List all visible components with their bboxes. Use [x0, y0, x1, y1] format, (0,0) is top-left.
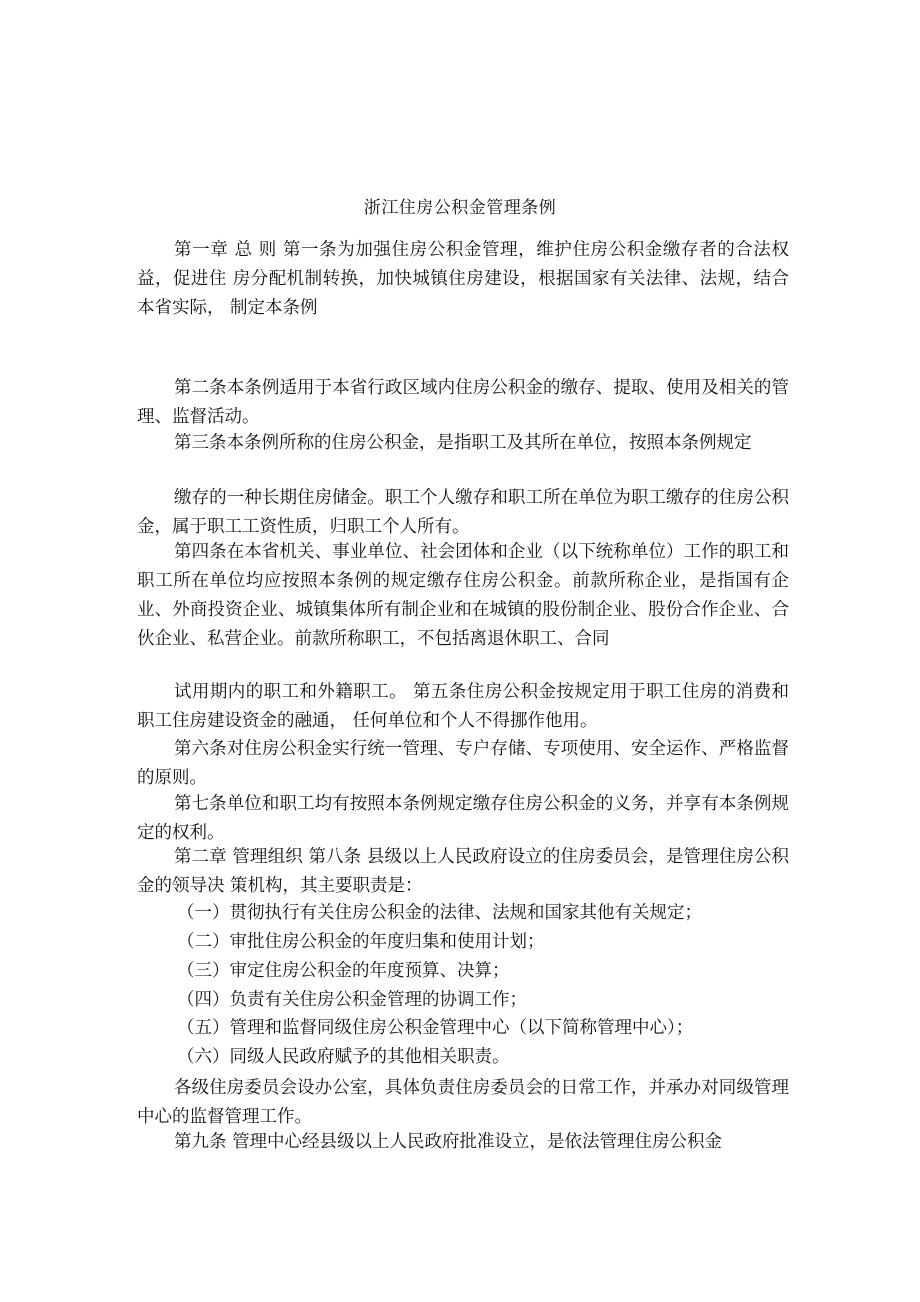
paragraph-article-6: 第六条对住房公积金实行统一管理、专户存储、专项使用、安全运作、严格监督的原则。: [137, 739, 789, 788]
list-item: （五）管理和监督同级住房公积金管理中心（以下简称管理中心）；: [177, 1018, 694, 1038]
paragraph-housing-committee-office: 各级住房委员会设办公室，具体负责住房委员会的日常工作，并承办对同级管理中心的监督管理工作。: [137, 1078, 789, 1127]
paragraph-article-4: 第四条在本省机关、事业单位、社会团体和企业（以下统称单位）工作的职工和职工所在单位均应按照本条例的规定缴存住房公积金。前款所称企业，是指国有企业、外商投资企业、城镇集体所有制企业和在城镇的股份制企业、股份合作企业、合伙企业、私营企业。前款所称职工，不包括离退休职工、合同: [137, 542, 789, 649]
document-title: 浙江住房公积金管理条例: [363, 198, 557, 218]
paragraph-article-4-continued-article-5: 试用期内的职工和外籍职工。 第五条住房公积金按规定用于职工住房的消费和职工住房建设资金的融通， 任何单位和个人不得挪作他用。: [137, 682, 789, 731]
list-item: （四）负责有关住房公积金管理的协调工作；: [177, 990, 527, 1010]
paragraph-article-9: 第九条 管理中心经县级以上人民政府批准设立，是依法管理住房公积金: [174, 1132, 723, 1152]
paragraph-article-7: 第七条单位和职工均有按照本条例规定缴存住房公积金的义务，并享有本条例规定的权利。: [137, 794, 789, 843]
list-item: （二）审批住房公积金的年度归集和使用计划；: [177, 932, 545, 952]
paragraph-article-3-continued: 缴存的一种长期住房储金。职工个人缴存和职工所在单位为职工缴存的住房公积金，属于职工工资性质，归职工个人所有。: [137, 488, 789, 537]
paragraph-chapter-1-article-1: 第一章 总 则 第一条为加强住房公积金管理，维护住房公积金缴存者的合法权益，促进住 房分配机制转换，加快城镇住房建设，根据国家有关法律、法规，结合本省实际， 制定本条例: [137, 240, 789, 318]
list-item: （六）同级人民政府赋予的其他相关职责。: [177, 1047, 510, 1067]
list-item: （一）贯彻执行有关住房公积金的法律、法规和国家其他有关规定；: [177, 903, 702, 923]
paragraph-article-2: 第二条本条例适用于本省行政区域内住房公积金的缴存、提取、使用及相关的管理、监督活动。: [137, 378, 789, 427]
list-item: （三）审定住房公积金的年度预算、决算；: [177, 961, 510, 981]
paragraph-article-3: 第三条本条例所称的住房公积金，是指职工及其所在单位，按照本条例规定: [174, 433, 752, 453]
paragraph-chapter-2-article-8: 第二章 管理组织 第八条 县级以上人民政府设立的住房委员会，是管理住房公积金的领导决 策机构，其主要职责是：: [137, 847, 789, 896]
